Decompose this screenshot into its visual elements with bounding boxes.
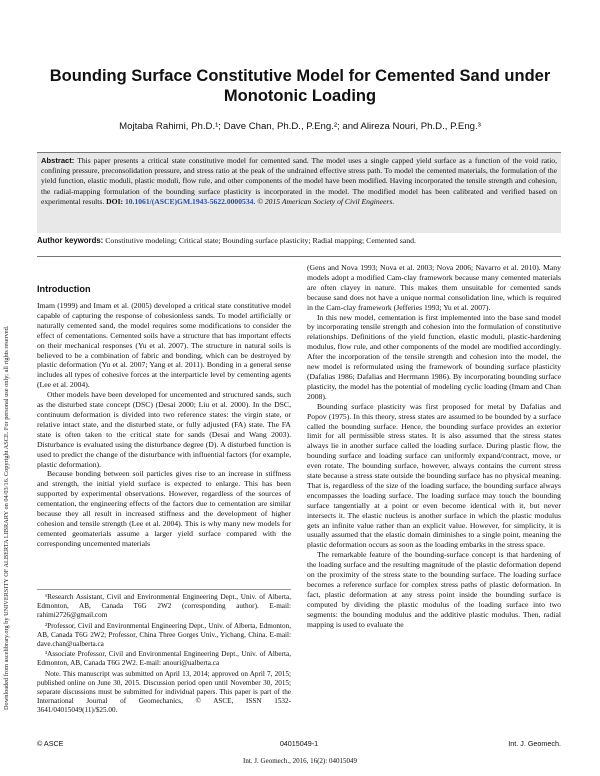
copyright-notice: © 2015 American Society of Civil Engineers.: [255, 196, 395, 206]
left-column: [37, 301, 291, 549]
author-keywords: [37, 236, 561, 246]
section-divider: [37, 256, 561, 257]
keywords-text: Constitutive modeling; Critical state; Bounding surface plasticity; Radial mapping; Cemented sand.: [103, 236, 416, 245]
abstract-box: [37, 152, 561, 233]
right-paragraph-3: The remarkable feature of the bounding-surface concept is that hardening of the loading surface and the resulting magnitude of the plastic deformation depend on the proximity of the stress state to the bounding surface. The loading surface becomes a reference surface for complex stress paths of plastic deformation. In fact, plastic deformation at any stress point inside the bounding surface is computed by dividing the plastic modulus of the loading surface into two segments: the bounding modulus and the additive plastic modulus. Then, radial mapping is used to evaluate the: [307, 550, 561, 629]
footnote-1: ¹Research Assistant, Civil and Environmental Engineering Dept., Univ. of Alberta, Edmonton, AB, Canada T6G 2W2 (corresponding author). E-mail: rahimi2726@gmail.com: [37, 593, 291, 620]
footer-journal: Int. J. Geomech.: [508, 739, 561, 748]
doi-link[interactable]: 10.1061/(ASCE)GM.1943-5622.0000534.: [124, 196, 256, 206]
footnote-3: ³Associate Professor, Civil and Environmental Engineering Dept., Univ. of Alberta, Edmonton, AB, Canada T6G 2W2. E-mail: anouri@ualberta.ca: [37, 650, 291, 668]
download-watermark: [3, 150, 17, 710]
introduction-heading: Introduction: [37, 284, 91, 294]
right-paragraph-2: Bounding surface plasticity was first proposed for metal by Dafalias and Popov (1975). In this theory, stress states are assumed to be bounded by a surface called the bounding surface. Hence, the bounding surface provides an exterior limit for all permissible stress states. It is also assumed that the stress states always lie in another surface called the loading surface. During plastic flow, the bounding surface and loading surface can uniformly expand/contract, move, or even rotate. The bounding surface, however, always contains the current stress state because a stress state outside the bounding surface has no physical meaning. That is, regardless of the size of the loading surface, the bounding surface always encompasses the loading surface. The loading surface may touch the bounding surface tangentially at a point or even become identical with it, but never intersects it. The elastic nucleus is another surface in which the plastic modulus gets an infinite value rather than an explicit value. However, for simplicity, it is usually assumed that the elastic domain diminishes to a single point, meaning the plastic deformation occurs as soon as the loading embarks in the stress space.: [307, 401, 561, 550]
keywords-label: Author keywords:: [37, 236, 104, 245]
right-column: [307, 263, 561, 630]
footer-page-number: 04015049-1: [279, 739, 319, 748]
right-paragraph-0: (Gens and Nova 1993; Nova et al. 2003; Nova 2006; Navarro et al. 2010). Many models adopt a modified Cam-clay framework because many cemented materials are often clayey in nature. This makes them unsuitable for cemented sands because sand does not have a unique normal consolidation line, which is required in the Cam-clay framework (Jefferies 1993; Yu et al. 2007).: [307, 263, 561, 312]
paper-title: Bounding Surface Constitutive Model for Cemented Sand under Monotonic Loading: [49, 67, 551, 105]
abstract-label: Abstract:: [41, 156, 75, 165]
abstract-text: This paper presents a critical state constitutive model for cemented sand. The model uses a single capped yield surface as a function of the void ratio, confining pressure, preconsolidation pressure, and stress ratio at the peak of the undrained effective stress path. To model the cemented materials, the formulation of the yield function, elastic moduli, plastic moduli, flow rule, and other components of the model have been modified. Having incorporated the tensile strength and cohesion, the radial-mapping formulation of the bounding surface plasticity is incorporated in the model. The modified model has been calibrated and verified based on experimental results.: [41, 156, 558, 206]
intro-paragraph-2: Other models have been developed for uncemented and structured sands, such as the disturbed state concept (DSC) (Desai 2000; Liu et al. 2000). In the DSC, continuum deformation is divided into two reference states: the virgin state, or relative intact state, and the disturbed state, or fully adjusted (FA) state. The FA state is often taken to the critical state for sands (Desai and Wang 2003). Disturbance is evaluated using the disturbance degree (D). A disturbed function is used to predict the change of the disturbance with influential factors (for example, plastic deformation).: [37, 390, 291, 469]
intro-paragraph-1: Imam (1999) and Imam et al. (2005) developed a critical state constitutive model capable of capturing the response of cohesionless sands. To model artificially or naturally cemented sand, the model requires some modifications to consider the effect of cementations. Cemented soils have a structure that has important effects on their mechanical responses (Yu et al. 2007). The structure in natural soils is believed to be a combination of fabric and bonding, which can be destroyed by plastic deformation (Yu et al. 2007; Yang et al. 2011). Bonding in a general sense includes all types of cohesive forces at the interparticle level by cementing agents (Lee et al. 2004).: [37, 301, 291, 390]
manuscript-note: Note. This manuscript was submitted on April 13, 2014; approved on April 7, 2015; published online on June 30, 2015. Discussion period open until November 30, 2015; separate discussions must be submitted for individual papers. This paper is part of the International Journal of Geomechanics, © ASCE, ISSN 1532-3641/04015049(11)/$25.00.: [37, 669, 291, 715]
download-watermark-text: Downloaded from ascelibrary.org by UNIVERSITY OF ALBERTA LIBRARY on 04/03/16. Copyright ASCE. For personal use only; all rights reserved.: [3, 325, 10, 710]
right-paragraph-1: In this new model, cementation is first implemented into the base sand model by incorporating tensile strength and cohesion into the formulation of constitutive relationships. Definitions of the yield function, elastic moduli, plastic-hardening modulus, flow rule, and other components of the model are modified accordingly. After the incorporation of the tensile strength and cohesion into the model, the new model is reformulated using the framework of bounding surface plasticity (Dafalias 1986; Dafalias and Herrmann 1986). By incorporating bounding surface plasticity, the model has the potential of modeling cyclic loading (Imam and Chan 2008).: [307, 312, 561, 401]
intro-paragraph-3: Because bonding between soil particles gives rise to an increase in stiffness and strength, the initial yield surface is expected to enlarge. This has been supported by experimental observations. However, regardless of the sources of cementation, the engineering effects of the factors due to cementation are similar because they all result in increased stiffness and the development of higher cohesion and tensile strength (Lee et al. 2004). This is why many new models for cemented geomaterials assume a larger yield surface compared with the corresponding uncemented materials: [37, 469, 291, 548]
citation-line: Int. J. Geomech., 2016, 16(2): 04015049: [243, 757, 357, 765]
footer-copyright: © ASCE: [37, 739, 64, 748]
abstract-paragraph: [41, 156, 557, 207]
footnote-2: ²Professor, Civil and Environmental Engineering Dept., Univ. of Alberta, Edmonton, AB, Canada T6G 2W2; Professor, China Three Gorges Univ., Yichang, China. E-mail: dave.chan@ualberta.ca: [37, 621, 291, 649]
doi-label: DOI:: [106, 196, 125, 206]
footnotes: [37, 589, 291, 717]
author-list: Mojtaba Rahimi, Ph.D.¹; Dave Chan, Ph.D., P.Eng.²; and Alireza Nouri, Ph.D., P.Eng.³: [119, 121, 481, 132]
